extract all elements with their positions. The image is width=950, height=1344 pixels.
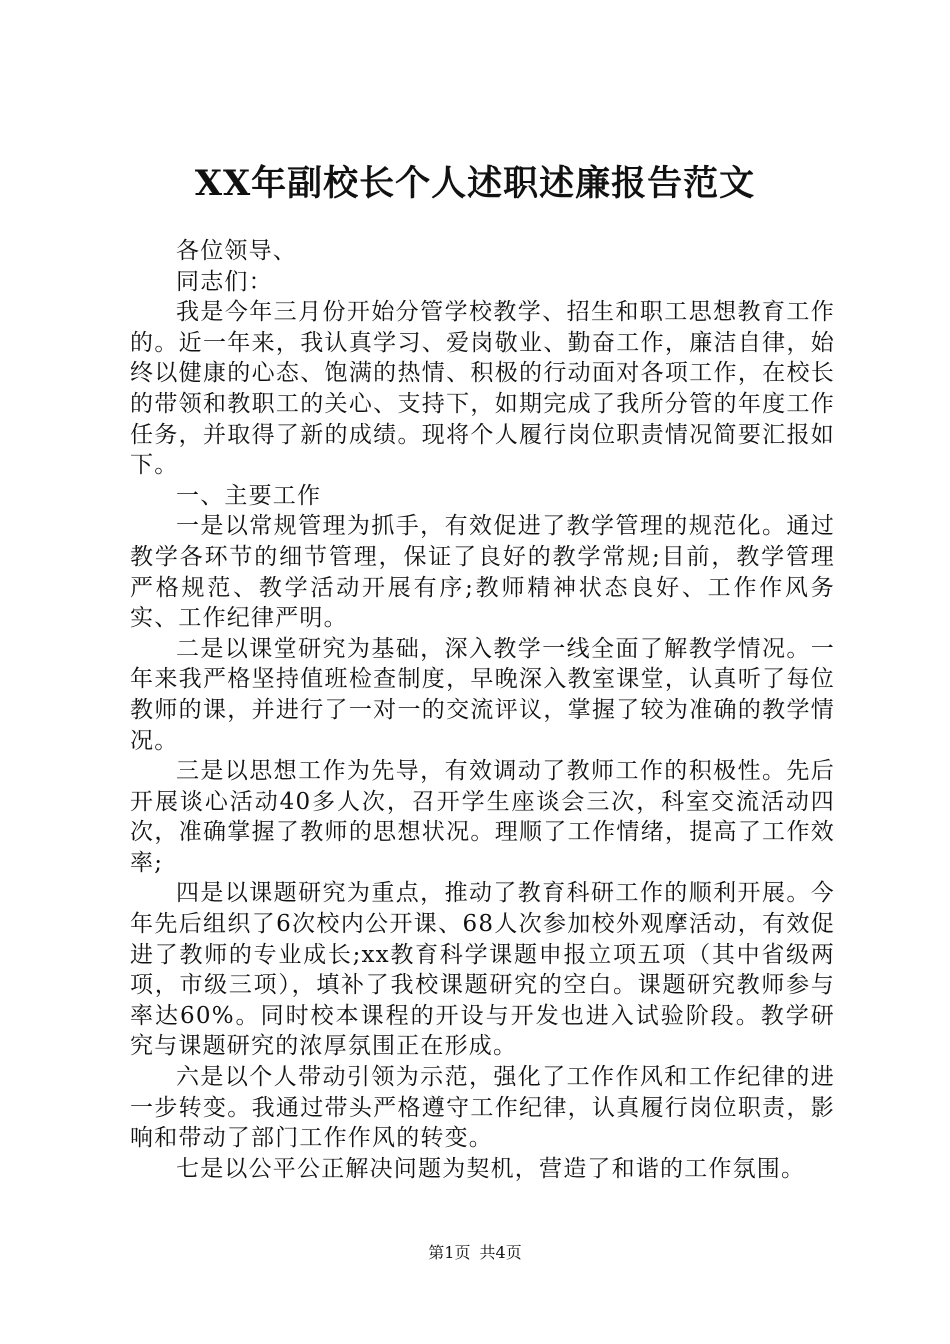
intro-paragraph: 我是今年三月份开始分管学校教学、招生和职工思想教育工作的。近一年来，我认真学习、爱岗敬业、勤奋工作，廉洁自律，始终以健康的心态、饱满的热情、积极的行动面对各项工作，在校长的带领和教职工的关心、支持下，如期完成了我所分管的年度工作任务，并取得了新的成绩。现将个人履行岗位职责情况简要汇报如下。: [130, 299, 835, 479]
section-heading: 一、主要工作: [176, 482, 322, 509]
body-paragraph: 七是以公平公正解决问题为契机，营造了和谐的工作氛围。: [176, 1155, 806, 1182]
body-paragraph: 二是以课堂研究为基础，深入教学一线全面了解教学情况。一年来我严格坚持值班检查制度，早晚深入教室课堂，认真听了每位教师的课，并进行了一对一的交流评议，掌握了较为准确的教学情况。: [130, 635, 835, 754]
page-footer: [0, 1242, 950, 1264]
body-paragraph: 四是以课题研究为重点，推动了教育科研工作的顺利开展。今年先后组织了6次校内公开课、68人次参加校外观摩活动，有效促进了教师的专业成长;xx教育科学课题申报立项五项（其中省级两项，市级三项），填补了我校课题研究的空白。课题研究教师参与率达60%。同时校本课程的开设与开发也进入试验阶段。教学研究与课题研究的浓厚氛围正在形成。: [130, 880, 835, 1060]
page-number: 第1页: [428, 1243, 471, 1262]
body-paragraph: 一是以常规管理为抓手，有效促进了教学管理的规范化。通过教学各环节的细节管理，保证了良好的教学常规;目前，教学管理严格规范、教学活动开展有序;教师精神状态良好、工作作风务实、工作纪律严明。: [130, 513, 835, 632]
page-total: 共4页: [479, 1243, 522, 1262]
body-paragraph: 三是以思想工作为先导，有效调动了教师工作的积极性。先后开展谈心活动40多人次，召开学生座谈会三次，科室交流活动四次，准确掌握了教师的思想状况。理顺了工作情绪，提高了工作效率;: [130, 758, 835, 876]
body-paragraph: 六是以个人带动引领为示范，强化了工作作风和工作纪律的进一步转变。我通过带头严格遵守工作纪律，认真履行岗位职责，影响和带动了部门工作作风的转变。: [130, 1064, 835, 1152]
salutation-comrades: 同志们：: [176, 268, 273, 295]
document-title: XX年副校长个人述职述廉报告范文: [194, 163, 756, 204]
document-body: [130, 236, 835, 1184]
salutation-leaders: 各位领导、: [176, 238, 297, 264]
